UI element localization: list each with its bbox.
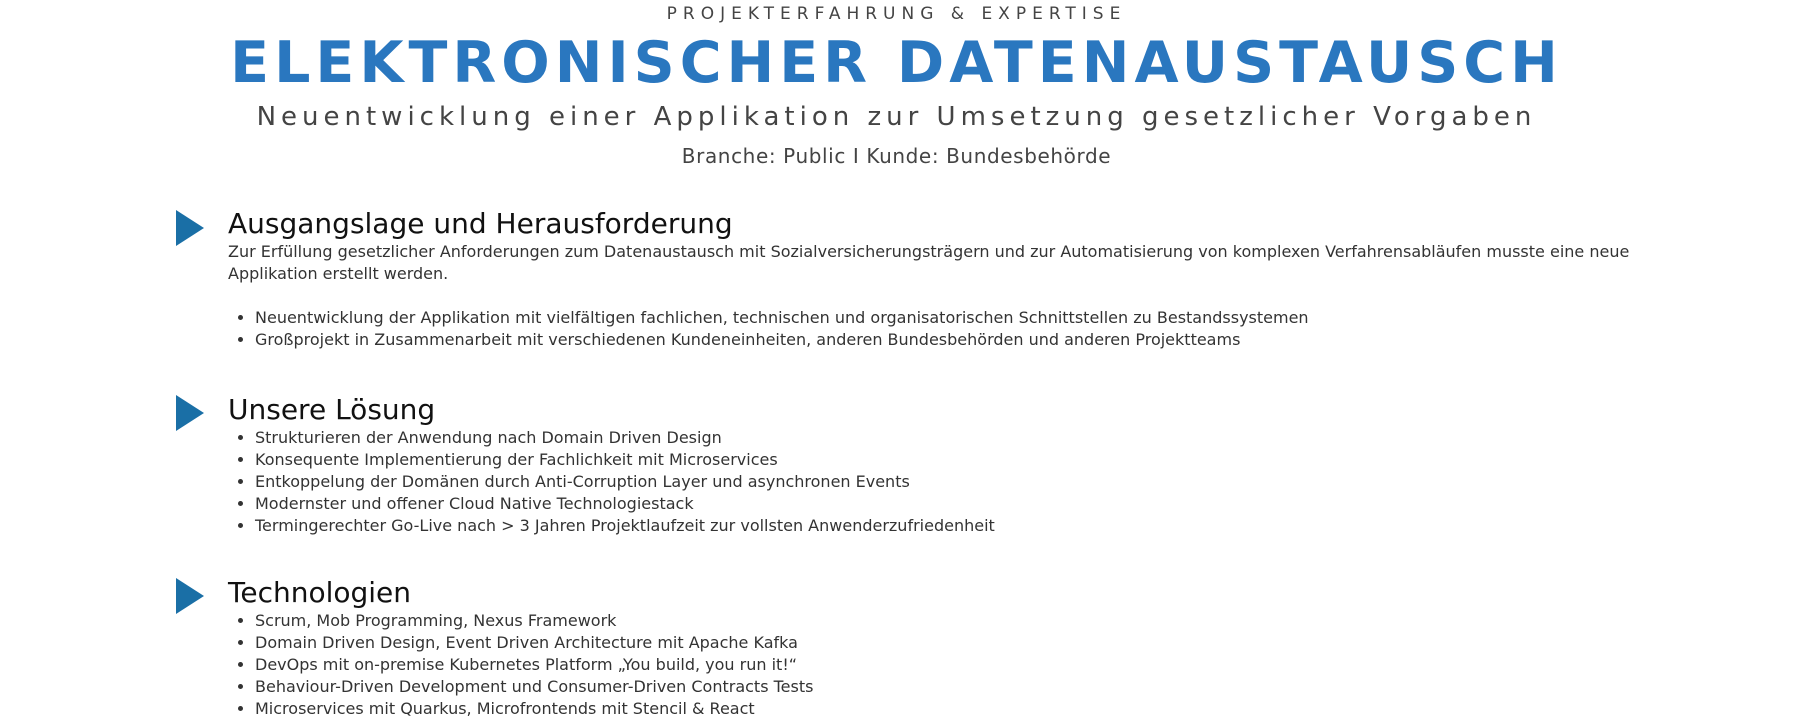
list-item: • Strukturieren der Anwendung nach Domain Driven Design bbox=[255, 427, 995, 449]
industry-customer-line: Branche: Public I Kunde: Bundesbehörde bbox=[681, 144, 1112, 168]
page-eyebrow: PROJEKTERFAHRUNG & EXPERTISE bbox=[666, 4, 1127, 24]
play-arrow-icon bbox=[176, 578, 204, 614]
list-item: • DevOps mit on-premise Kubernetes Platform „You build, you run it!“ bbox=[255, 654, 813, 676]
play-arrow-icon bbox=[176, 395, 204, 431]
list-item: • Domain Driven Design, Event Driven Architecture mit Apache Kafka bbox=[255, 632, 813, 654]
list-item: • Konsequente Implementierung der Fachlichkeit mit Microservices bbox=[255, 449, 995, 471]
bullet-list bbox=[228, 307, 1309, 351]
section-title: Ausgangslage und Herausforderung bbox=[228, 207, 733, 240]
list-item: • Scrum, Mob Programming, Nexus Framework bbox=[255, 610, 813, 632]
section-title: Unsere Lösung bbox=[228, 393, 436, 426]
bullet-list bbox=[228, 427, 995, 537]
list-item: • Neuentwicklung der Applikation mit vielfältigen fachlichen, technischen und organisatorischen Schnittstellen zu Bestandssystemen bbox=[255, 307, 1309, 329]
page-subtitle: Neuentwicklung einer Applikation zur Umsetzung gesetzlicher Vorgaben bbox=[256, 102, 1537, 132]
play-arrow-icon bbox=[176, 210, 204, 246]
list-item: • Großprojekt in Zusammenarbeit mit verschiedenen Kundeneinheiten, anderen Bundesbehörden und anderen Projektteams bbox=[255, 329, 1309, 351]
section-description: Zur Erfüllung gesetzlicher Anforderungen zum Datenaustausch mit Sozialversicherungsträgern und zur Automatisierung von komplexen Verfahrensabläufen musste eine neue Applikation erstellt werden. bbox=[228, 242, 1630, 283]
list-item: • Microservices mit Quarkus, Microfrontends mit Stencil & React bbox=[255, 698, 813, 720]
list-item: • Entkoppelung der Domänen durch Anti-Corruption Layer und asynchronen Events bbox=[255, 471, 995, 493]
list-item: • Behaviour-Driven Development und Consumer-Driven Contracts Tests bbox=[255, 676, 813, 698]
list-item: • Termingerechter Go-Live nach > 3 Jahren Projektlaufzeit zur vollsten Anwenderzufriedenheit bbox=[255, 515, 995, 537]
bullet-list bbox=[228, 610, 813, 720]
list-item: • Modernster und offener Cloud Native Technologiestack bbox=[255, 493, 995, 515]
section-title: Technologien bbox=[228, 576, 412, 609]
page-title: ELEKTRONISCHER DATENAUSTAUSCH bbox=[230, 30, 1563, 96]
